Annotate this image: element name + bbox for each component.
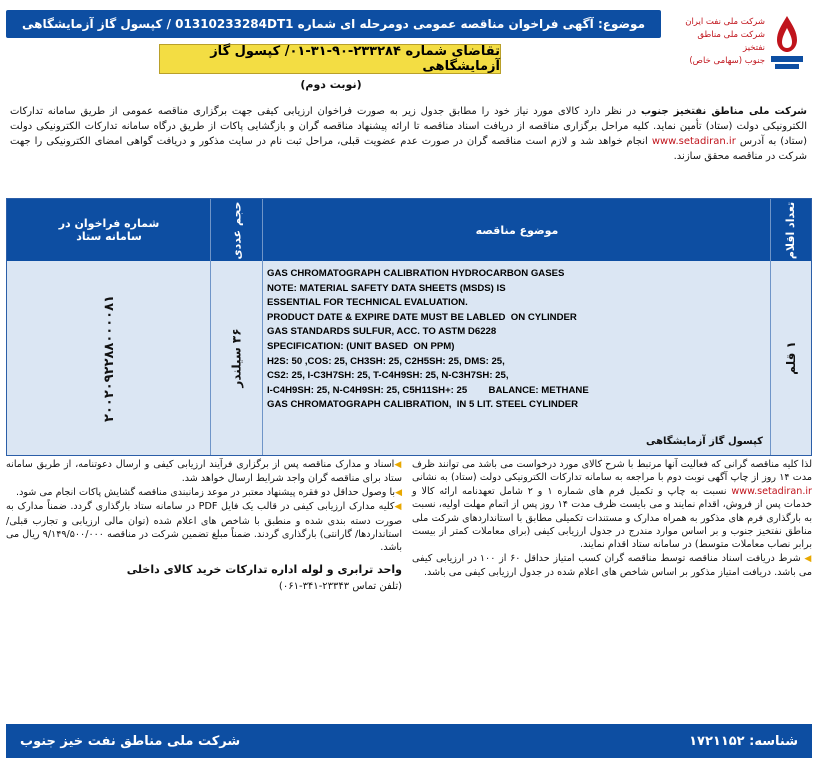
header-volume: [211, 199, 263, 261]
spec-line: SPECIFICATION: (UNIT BASED ON PPM): [267, 340, 455, 352]
procurement-unit: واحد ترابری و لوله اداره تدارکات خرید کالای داخلی: [126, 562, 402, 576]
table-divider: [262, 199, 263, 455]
detail-paragraph: [412, 458, 812, 552]
bullet-icon: ◀: [395, 487, 402, 498]
details-right-column: [412, 458, 812, 722]
header-subject: موضوع مناقصه: [475, 223, 559, 237]
spec-line: GAS CHROMATOGRAPH CALIBRATION, IN 5 LIT. STEEL CYLINDER: [267, 399, 579, 411]
details-left-column: [6, 458, 402, 722]
contact-phone: (تلفن تماس ۲۳۳۴۳-۳۴۱-۰۶۱): [278, 581, 402, 593]
spec-line: GAS STANDARDS SULFUR, ACC. TO ASTM D6228: [267, 326, 497, 338]
spec-line: PRODUCT DATE & EXPIRE DATE MUST BE LABLED ON CYLINDER: [267, 311, 577, 323]
header-qty-label: تعداد اقلام: [784, 201, 798, 259]
table-divider: [210, 199, 211, 455]
spec-persian-tag: کپسول گاز آزمایشگاهی: [646, 436, 763, 447]
detail-text: نسبت به چاپ و تکمیل فرم های شماره ۱ و ۲ شامل تعهدنامه ارائه کالا و خدمات پس از فروش، اقدام نمایند و می بایست ظرف مدت ۱۴ روز پس از اتمام مهلت اولیه، نسبت به بارگذاری فرم های مذکور به همراه مدارک و مستندات تکمیلی مطابق با استانداردهای شرکت ملی مناطق نفتخیز جنوب و بر اساس موارد مندرج در جدول ارزیابی کیفی (برای معاملات کمتر از بیست برابر نصاب معاملات متوسط) در سامانه ستاد اقدام نمایند.: [412, 485, 812, 551]
round-label: (نوبت دوم): [300, 78, 362, 91]
cell-qty: [771, 261, 811, 455]
table-divider: [770, 199, 771, 455]
notice-footer: [6, 724, 812, 758]
intro-paragraph: [10, 104, 807, 194]
header-number: شماره فراخوان در سامانه ستاد: [58, 217, 160, 243]
spec-line: GAS CHROMATOGRAPH CALIBRATION HYDROCARBON GASES: [267, 268, 565, 279]
spec-line: H2S: 50 ,COS: 25, CH3SH: 25, C2H5SH: 25, DMS: 25,: [267, 355, 505, 367]
header-qty: [771, 199, 811, 261]
detail-text: شرط دریافت اسناد مناقصه توسط مناقصه گران کسب امتیاز حداقل ۶۰ از ۱۰۰ در ارزیابی کیفی می باشد. دریافت امتیاز مذکور بر اساس شاخص های اعلام شده در جدول ارزیابی کیفی می باشد.: [412, 552, 812, 579]
company-name: شرکت ملی مناطق نفتخیز جنوب: [640, 106, 808, 117]
spec-line: I-C4H9SH: 25, N-C4H9SH: 25, C5H11SH+: 25 BALANCE: METHANE: [267, 384, 589, 396]
cell-volume: [211, 261, 263, 455]
company-line: جنوب (سهامی خاص): [689, 56, 765, 66]
notice-id: شناسه: ۱۷۲۱۱۵۲: [689, 733, 798, 749]
spec-line: ESSENTIAL FOR TECHNICAL EVALUATION.: [267, 297, 468, 309]
detail-paragraph: [412, 552, 812, 580]
detail-item: [6, 458, 402, 486]
footer-company: شرکت ملی مناطق نفت خیز جنوب: [20, 733, 241, 749]
detail-text: با وصول حداقل دو فقره پیشنهاد معتبر در موعد زمانبندی مناقصه گشایش پاکات انجام می شود.: [16, 486, 396, 498]
spec-line: NOTE: MATERIAL SAFETY DATA SHEETS (MSDS) IS: [267, 282, 506, 294]
intro-text: انجام خواهد شد و لازم است مناقصه گران در صورت عدم عضویت قبلی، مراحل ثبت نام در سایت مذکور و دریافت گواهی امضای الکترونیکی را جهت شرکت در مناقصه محقق سازند.: [10, 136, 807, 162]
detail-text: کلیه مدارک ارزیابی کیفی در قالب یک فایل PDF در سامانه ستاد بارگذاری گردد. ضمناً مدارک به صورت دسته بندی شده و منطبق با شاخص های اعلام شده (توان مالی ارزیابی و تجارب قبلی/ استانداردها/ گارانتی) بارگذاری گردند. ضمناً مبلغ تضمین شرکت در مناقصه ۹/۱۴۹/۵۰۰/۰۰۰ ریال می باشد.: [6, 501, 402, 554]
bullet-icon: ◀: [804, 553, 812, 564]
qty-value: ۱ قلم: [784, 341, 799, 375]
request-number-banner: تقاضای شماره ۲۳۳۲۸۴-۹۰-۳۱-۰۱/ کپسول گاز آزمایشگاهی: [159, 44, 501, 74]
detail-text: لذا کلیه مناقصه گرانی که فعالیت آنها مرتبط با شرح کالای مورد درخواست می باشد می توانند ظرف مدت ۱۴ روز از چاپ آگهی نوبت دوم با مراجعه به سامانه تدارکات الکترونیکی دولت (ستاد) به نشانی: [412, 459, 812, 484]
company-line: شرکت ملی مناطق نفتخیز: [697, 30, 765, 53]
intro-text: در نظر دارد کالای مورد نیاز خود را مطابق جدول زیر به صورت فراخوان ارزیابی کیفی جهت برگزاری مناقصه عمومی از طریق سامانه تدارکات الکترونیکی دولت (ستاد) تأمین نماید. کلیه مراحل برگزاری مناقصه از دریافت اسناد مناقصه تا ارائه پیشنهاد مناقصه گران و بازگشایی پاکات از طریق درگاه سامانه تدارکات الکترونیکی دولت (ستاد) به آدرس: [10, 106, 807, 147]
table-header-row: [7, 199, 811, 261]
spec-line: CS2: 25, I-C3H7SH: 25, T-C4H9SH: 25, N-C3H7SH: 25,: [267, 370, 509, 382]
bullet-icon: ◀: [394, 502, 403, 513]
tender-number-value: ۲۰۰۲۰۹۲۲۸۸۰۰۰۰۸۱: [101, 294, 117, 422]
volume-value: ۳۶ سیلندر: [229, 328, 244, 388]
bullet-icon: ◀: [394, 460, 402, 470]
cell-number: [7, 261, 211, 455]
setad-link[interactable]: www.setadiran.ir: [651, 136, 736, 147]
detail-item: [6, 500, 402, 555]
header-volume-label: حجم عددی: [230, 201, 244, 259]
notice-details: [6, 458, 812, 722]
notice-header: [6, 6, 811, 116]
table-row: [7, 261, 811, 455]
company-name-lines: [673, 16, 765, 68]
detail-item: [6, 486, 402, 500]
company-line: شرکت ملی نفت ایران: [685, 17, 765, 27]
detail-text: اسناد و مدارک مناقصه پس از برگزاری فرآیند ارزیابی کیفی و ارسال دعوتنامه، از طریق سامانه ستاد برای مناقصه گران واجد شرایط ارسال خواهد شد.: [6, 459, 402, 485]
company-logo-box: [671, 6, 811, 106]
setad-link[interactable]: www.setadiran.ir: [731, 485, 812, 497]
tender-table: [6, 198, 812, 456]
nioc-logo-icon: [767, 14, 807, 74]
tender-spec: [267, 267, 763, 413]
notice-title: موضوع: آگهی فراخوان مناقصه عمومی دومرحله ای شماره 01310233284DT1 / کپسول گاز آزمایشگاهی: [6, 10, 661, 38]
